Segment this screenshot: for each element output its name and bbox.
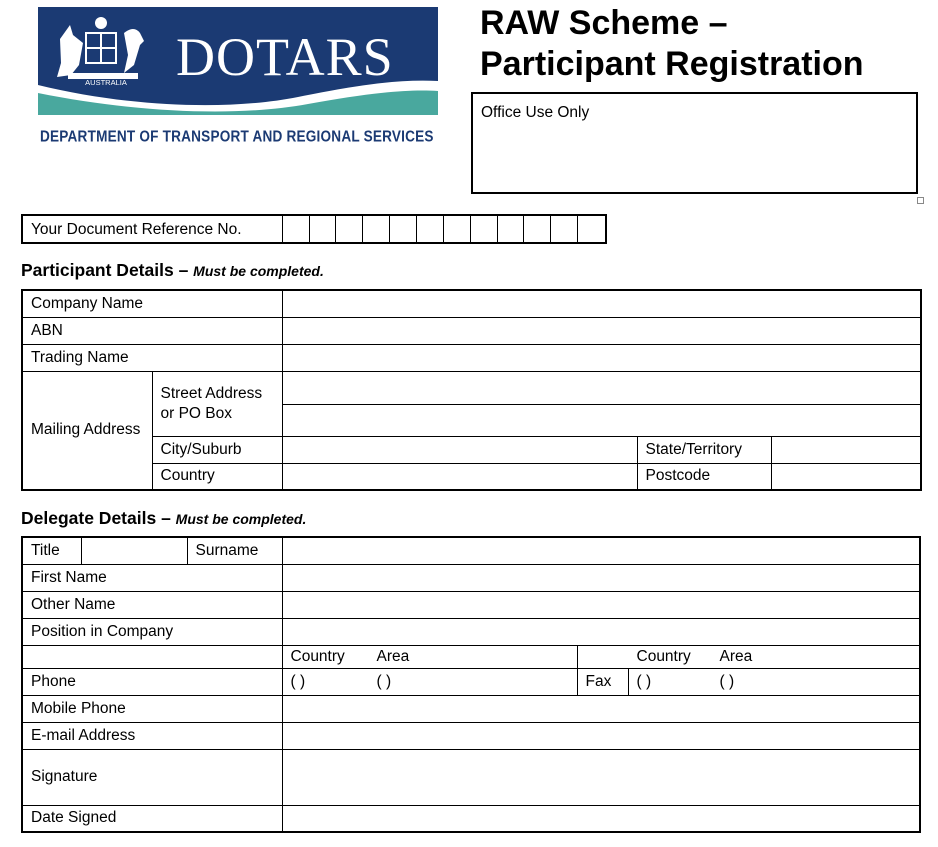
reference-char-box[interactable]: [578, 216, 605, 242]
mobile-phone-label: Mobile Phone: [22, 695, 282, 722]
participant-heading-text: Participant Details: [21, 260, 174, 280]
reference-char-box[interactable]: [551, 216, 578, 242]
fax-code-headers: [577, 645, 920, 668]
reference-char-box[interactable]: [336, 216, 363, 242]
email-label: E-mail Address: [22, 722, 282, 749]
reference-char-box[interactable]: [390, 216, 417, 242]
state-territory-field[interactable]: [771, 436, 921, 463]
company-name-label: Company Name: [22, 290, 282, 317]
city-suburb-label: City/Suburb: [152, 436, 282, 463]
title-label: Title: [22, 537, 81, 564]
street-address-field-line-2[interactable]: [282, 404, 921, 436]
page-title: [480, 3, 864, 85]
reference-char-box[interactable]: [417, 216, 444, 242]
abn-field[interactable]: [282, 317, 921, 344]
street-address-field-line-1[interactable]: [282, 371, 921, 404]
document-reference-row: [21, 214, 607, 244]
participant-heading-dash: –: [173, 260, 194, 280]
signature-label: Signature: [22, 749, 282, 805]
first-name-field[interactable]: [282, 564, 920, 591]
phone-country-code-label: Country: [290, 647, 345, 665]
phone-area-code-label: Area: [376, 647, 410, 665]
document-reference-label: Your Document Reference No.: [23, 216, 283, 242]
state-territory-label: State/Territory: [637, 436, 771, 463]
mailing-address-label: Mailing Address: [22, 371, 152, 490]
phone-area-code-field[interactable]: ( ): [376, 672, 392, 690]
crest-label: AUSTRALIA: [85, 78, 127, 87]
fax-label: Fax: [577, 668, 628, 695]
phone-header-spacer: [22, 645, 282, 668]
reference-char-box[interactable]: [444, 216, 471, 242]
country-label: Country: [152, 463, 282, 490]
first-name-label: First Name: [22, 564, 282, 591]
reference-char-box[interactable]: [363, 216, 390, 242]
delegate-required-note: Must be completed.: [175, 511, 307, 527]
participant-details-table: [21, 289, 922, 491]
email-field[interactable]: [282, 722, 920, 749]
title-line-1: RAW Scheme –: [480, 4, 728, 42]
reference-char-box[interactable]: [524, 216, 551, 242]
fax-country-code-field[interactable]: ( ): [636, 672, 652, 690]
participant-details-heading: [21, 260, 324, 281]
logo-wordmark: DOTARS: [176, 27, 394, 87]
company-name-field[interactable]: [282, 290, 921, 317]
fax-area-code-label: Area: [719, 647, 753, 665]
other-name-field[interactable]: [282, 591, 920, 618]
position-label: Position in Company: [22, 618, 282, 645]
signature-field[interactable]: [282, 749, 920, 805]
postcode-field[interactable]: [771, 463, 921, 490]
phone-label: Phone: [22, 668, 282, 695]
mobile-phone-field[interactable]: [282, 695, 920, 722]
title-line-2: Participant Registration: [480, 45, 864, 83]
office-use-box: [471, 92, 918, 194]
reference-char-box[interactable]: [471, 216, 498, 242]
dotars-logo: [38, 7, 438, 115]
department-name: DEPARTMENT OF TRANSPORT AND REGIONAL SERVICES: [40, 128, 434, 145]
date-signed-label: Date Signed: [22, 805, 282, 832]
position-field[interactable]: [282, 618, 920, 645]
delegate-details-heading: [21, 508, 306, 529]
office-use-label: Office Use Only: [481, 104, 590, 121]
postcode-label: Postcode: [637, 463, 771, 490]
phone-code-headers: [282, 645, 577, 668]
title-field[interactable]: [81, 537, 187, 564]
phone-field[interactable]: [282, 668, 577, 695]
delegate-heading-dash: –: [156, 508, 176, 528]
date-signed-field[interactable]: [282, 805, 920, 832]
trading-name-field[interactable]: [282, 344, 921, 371]
reference-char-box[interactable]: [498, 216, 525, 242]
delegate-details-table: [21, 536, 921, 833]
reference-char-box[interactable]: [283, 216, 310, 242]
country-field[interactable]: [282, 463, 637, 490]
fax-country-code-label: Country: [636, 647, 691, 665]
reference-char-box[interactable]: [310, 216, 337, 242]
fax-area-code-field[interactable]: ( ): [719, 672, 735, 690]
surname-field[interactable]: [282, 537, 920, 564]
participant-required-note: Must be completed.: [193, 263, 324, 279]
other-name-label: Other Name: [22, 591, 282, 618]
street-address-label: Street Address or PO Box: [152, 371, 282, 436]
delegate-heading-text: Delegate Details: [21, 508, 157, 528]
trading-name-label: Trading Name: [22, 344, 282, 371]
city-suburb-field[interactable]: [282, 436, 637, 463]
phone-country-code-field[interactable]: ( ): [290, 672, 306, 690]
abn-label: ABN: [22, 317, 282, 344]
surname-label: Surname: [187, 537, 282, 564]
resize-handle[interactable]: [917, 197, 924, 204]
fax-field[interactable]: [628, 668, 920, 695]
